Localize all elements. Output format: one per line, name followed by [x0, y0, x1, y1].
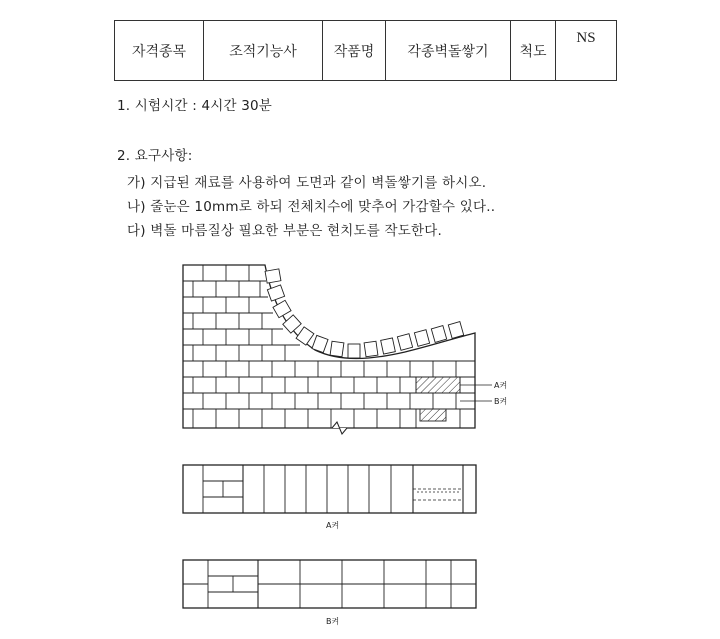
requirement-item-3: 다) 벽돌 마름질상 필요한 부분은 현치도를 작도한다.: [127, 223, 442, 239]
scale-label: 척도: [511, 21, 556, 81]
plan-a-caption: A켜: [326, 521, 340, 530]
work-label: 작품명: [323, 21, 386, 81]
course-a-label: A켜: [494, 381, 508, 390]
plan-b-caption: B켜: [326, 617, 340, 626]
elevation-wall: [183, 265, 492, 434]
plan-b: [183, 560, 476, 608]
requirements-heading: 2. 요구사항:: [117, 148, 193, 164]
requirement-item-2: 나) 줄눈은 10mm로 하되 전체치수에 맞추어 가감할수 있다..: [127, 199, 496, 215]
plan-a: [183, 465, 476, 513]
qualification-value: 조적기능사: [204, 21, 323, 81]
course-b-label: B켜: [494, 397, 508, 406]
work-value: 각종벽돌쌓기: [386, 21, 511, 81]
qualification-label: 자격종목: [115, 21, 204, 81]
scale-value: NS: [556, 21, 617, 81]
exam-time: 1. 시험시간 : 4시간 30분: [117, 98, 273, 114]
requirement-item-1: 가) 지급된 재료를 사용하여 도면과 같이 벽돌쌓기를 하시오.: [127, 175, 487, 191]
